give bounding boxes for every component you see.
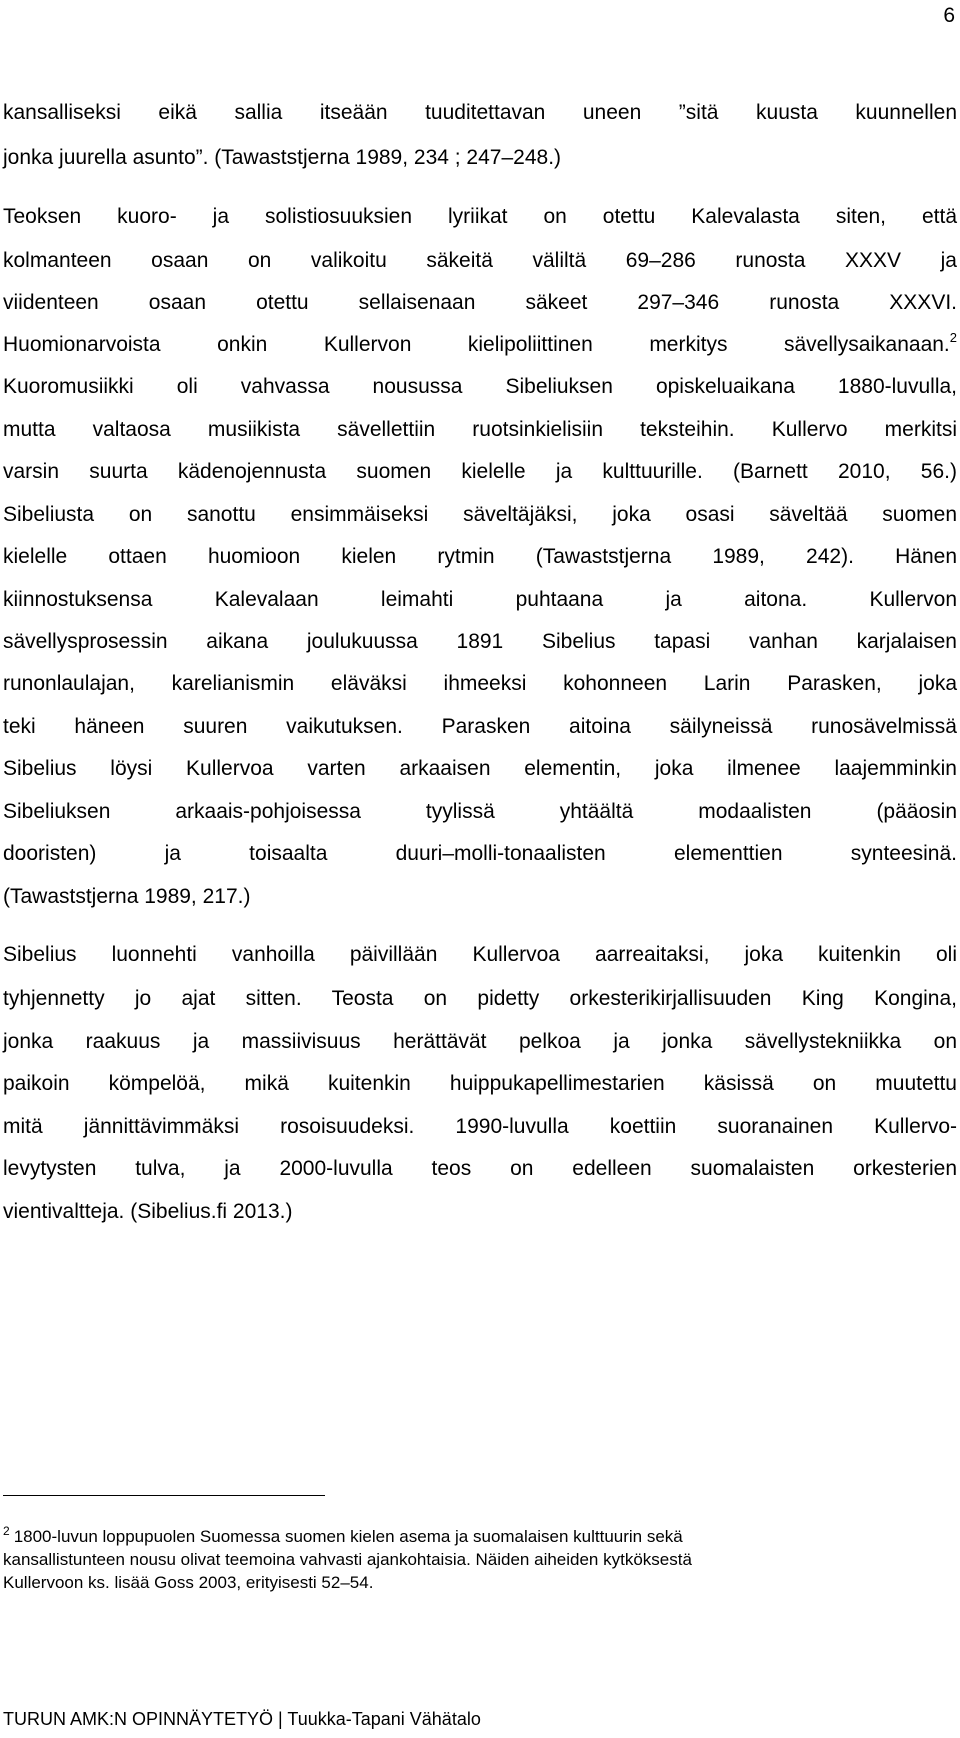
paragraph-2-line: teki häneen suuren vaikutuksen. Parasken aitoina säilyneissä runosävelmissä [3,715,957,738]
paragraph-3-line: mitä jännittävimmäksi rosoisuudeksi. 1990-luvulla koettiin suoranainen Kullervo- [3,1115,957,1138]
paragraph-2-line: Sibelius löysi Kullervoa varten arkaaisen elementin, joka ilmenee laajemminkin [3,757,957,780]
footnote-line: kansallistunteen nousu olivat teemoina vahvasti ajankohtaisia. Näiden aiheiden kytköksestä [3,1550,692,1569]
footnote-line: Kullervoon ks. lisää Goss 2003, erityisesti 52–54. [3,1573,374,1592]
paragraph-2-line: Kuoromusiikki oli vahvassa nousussa Sibeliuksen opiskeluaikana 1880-luvulla, [3,375,957,398]
paragraph-3-line: levytysten tulva, ja 2000-luvulla teos on edelleen suomalaisten orkesterien [3,1157,957,1180]
paragraph-2-line: kolmanteen osaan on valikoitu säkeitä väliltä 69–286 runosta XXXV ja [3,249,957,272]
paragraph-3-line: jonka raakuus ja massiivisuus herättävät pelkoa ja jonka sävellystekniikka on [3,1030,957,1053]
paragraph-2-line [3,330,957,357]
footnote-line [3,1524,683,1547]
paragraph-3-line: paikoin kömpelöä, mikä kuitenkin huippukapellimestarien käsissä on muutettu [3,1072,957,1095]
paragraph-2-line: Sibeliusta on sanottu ensimmäiseksi säveltäjäksi, joka osasi säveltää suomen [3,503,957,526]
paragraph-2-line: dooristen) ja toisaalta duuri–molli-tonaalisten elementtien synteesinä. [3,842,957,865]
paragraph-3-line: vientivaltteja. (Sibelius.fi 2013.) [3,1200,293,1223]
paragraph-3-line: tyhjennetty jo ajat sitten. Teosta on pidetty orkesterikirjallisuuden King Kongina, [3,987,957,1010]
footnote-separator [3,1495,325,1496]
paragraph-2-line: sävellysprosessin aikana joulukuussa 1891 Sibelius tapasi vanhan karjalaisen [3,630,957,653]
paragraph-2-line: viidenteen osaan otettu sellaisenaan säkeet 297–346 runosta XXXVI. [3,291,957,314]
page-number: 6 [943,4,955,27]
paragraph-2-line: kiinnostuksensa Kalevalaan leimahti puhtaana ja aitona. Kullervon [3,588,957,611]
paragraph-2-line: Sibeliuksen arkaais-pohjoisessa tyylissä yhtäältä modaalisten (pääosin [3,800,957,823]
paragraph-2-line: mutta valtaosa musiikista sävellettiin ruotsinkielisiin teksteihin. Kullervo merkitsi [3,418,957,441]
footnote-text: 1800-luvun loppupuolen Suomessa suomen kielen asema ja suomalaisen kulttuurin sekä [13,1527,683,1546]
paragraph-2-text: Huomionarvoista onkin Kullervon kielipoliittinen merkitys sävellysaikanaan. [3,333,950,356]
page-footer: TURUN AMK:N OPINNÄYTETYÖ | Tuukka-Tapani Vähätalo [3,1709,481,1729]
paragraph-2-line: Teoksen kuoro- ja solistiosuuksien lyriikat on otettu Kalevalasta siten, että [3,205,957,228]
paragraph-1-line: kansalliseksi eikä sallia itseään tuuditettavan uneen ”sitä kuusta kuunnellen [3,101,957,124]
paragraph-2-line: varsin suurta kädenojennusta suomen kielelle ja kulttuurille. (Barnett 2010, 56.) [3,460,957,483]
paragraph-1-line: jonka juurella asunto”. (Tawaststjerna 1989, 234 ; 247–248.) [3,146,562,169]
footnote-mark: 2 [3,1524,10,1538]
paragraph-2-line: runonlaulajan, karelianismin eläväksi ihmeeksi kohonneen Larin Parasken, joka [3,672,957,695]
paragraph-2-line: kielelle ottaen huomioon kielen rytmin (Tawaststjerna 1989, 242). Hänen [3,545,957,568]
footnote-reference: 2 [949,330,957,345]
paragraph-2-line: (Tawaststjerna 1989, 217.) [3,885,251,908]
paragraph-3-line: Sibelius luonnehti vanhoilla päivillään Kullervoa aarreaitaksi, joka kuitenkin oli [3,943,957,966]
